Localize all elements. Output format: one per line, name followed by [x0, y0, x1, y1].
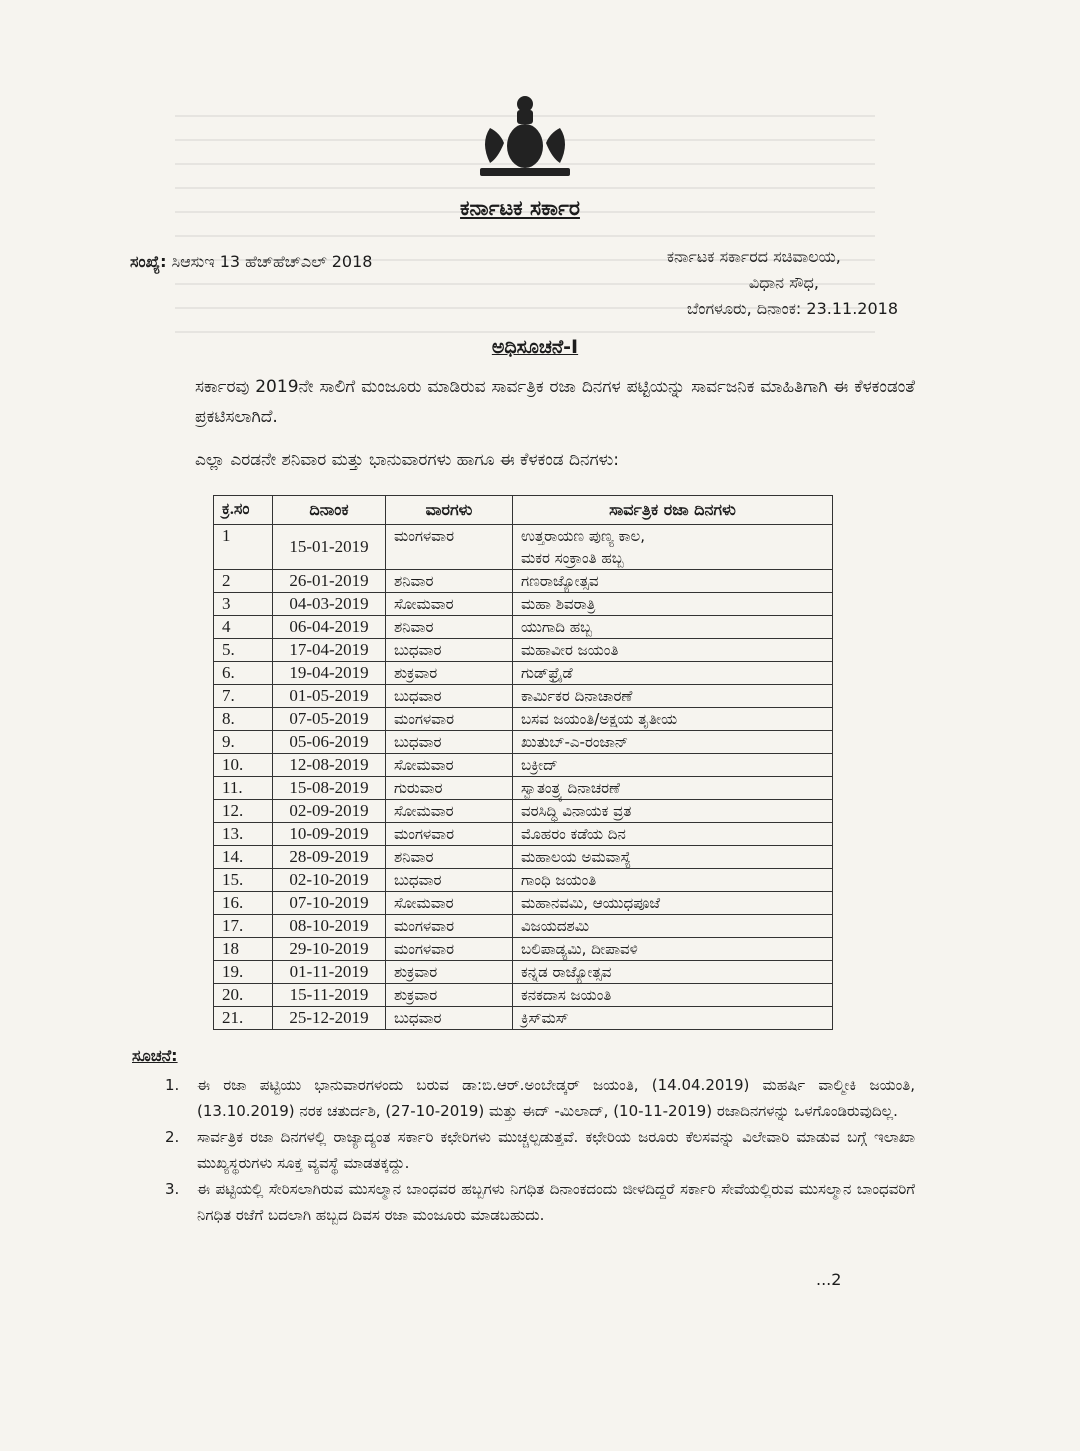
cell-day: ಮಂಗಳವಾರ	[386, 823, 513, 846]
notes-list	[165, 1072, 915, 1228]
table-row	[214, 777, 833, 800]
table-row	[214, 731, 833, 754]
cell-serial: 2	[214, 570, 273, 593]
cell-holiday: ಕನ್ನಡ ರಾಜ್ಯೋತ್ಸವ	[513, 961, 833, 984]
reference-value: ಸಿಆಸುಇ 13 ಹೆಚ್‌ಹೆಚ್‌ಎಲ್ 2018	[171, 252, 373, 271]
cell-day: ಶನಿವಾರ	[386, 616, 513, 639]
cell-holiday: ಗಾಂಧಿ ಜಯಂತಿ	[513, 869, 833, 892]
cell-serial: 6.	[214, 662, 273, 685]
table-row	[214, 823, 833, 846]
cell-serial: 7.	[214, 685, 273, 708]
cell-date: 07-10-2019	[273, 892, 386, 915]
table-row	[214, 662, 833, 685]
cell-date: 02-09-2019	[273, 800, 386, 823]
cell-serial: 9.	[214, 731, 273, 754]
cell-day: ಮಂಗಳವಾರ	[386, 915, 513, 938]
cell-day: ಸೋಮವಾರ	[386, 754, 513, 777]
cell-serial: 5.	[214, 639, 273, 662]
cell-holiday	[513, 525, 833, 570]
cell-serial: 14.	[214, 846, 273, 869]
cell-holiday: ಗುಡ್‌ಫ್ರೈಡೆ	[513, 662, 833, 685]
cell-date: 29-10-2019	[273, 938, 386, 961]
reference-label: ಸಂಖ್ಯೆ:	[130, 252, 167, 271]
cell-serial: 17.	[214, 915, 273, 938]
cell-day: ಶುಕ್ರವಾರ	[386, 984, 513, 1007]
cell-holiday: ಕಾರ್ಮಿಕರ ದಿನಾಚಾರಣೆ	[513, 685, 833, 708]
office-address	[667, 244, 898, 322]
table-row	[214, 708, 833, 731]
cell-date: 02-10-2019	[273, 869, 386, 892]
cell-day: ಬುಧವಾರ	[386, 869, 513, 892]
note-item	[165, 1176, 915, 1228]
cell-serial: 15.	[214, 869, 273, 892]
table-row	[214, 800, 833, 823]
notes-heading: ಸೂಚನೆ:	[132, 1046, 178, 1065]
cell-holiday: ಯುಗಾದಿ ಹಬ್ಬ	[513, 616, 833, 639]
cell-date: 07-05-2019	[273, 708, 386, 731]
table-row	[214, 984, 833, 1007]
cell-date: 15-01-2019	[273, 525, 386, 570]
cell-day: ಬುಧವಾರ	[386, 731, 513, 754]
cell-date: 05-06-2019	[273, 731, 386, 754]
table-row	[214, 754, 833, 777]
cell-serial: 12.	[214, 800, 273, 823]
cell-date: 04-03-2019	[273, 593, 386, 616]
cell-day: ಬುಧವಾರ	[386, 1007, 513, 1030]
table-row	[214, 892, 833, 915]
note-text: ಸಾರ್ವತ್ರಿಕ ರಜಾ ದಿನಗಳಲ್ಲಿ ರಾಜ್ಯಾದ್ಯಂತ ಸರ್ಕಾರಿ ಕಛೇರಿಗಳು ಮುಚ್ಚಲ್ಪಡುತ್ತವೆ. ಕಛೇರಿಯ ಜರೂರು ಕೆಲಸವನ್ನು ವಿಲೇವಾರಿ ಮಾಡುವ ಬಗ್ಗೆ ಇಲಾಖಾ ಮುಖ್ಯಸ್ಥರುಗಳು ಸೂಕ್ತ ವ್ಯವಸ್ಥೆ ಮಾಡತಕ್ಕದ್ದು.	[197, 1128, 915, 1172]
cell-date: 17-04-2019	[273, 639, 386, 662]
page-continuation-marker: ...2	[816, 1270, 842, 1289]
note-number: 2.	[165, 1128, 180, 1146]
cell-day: ಬುಧವಾರ	[386, 685, 513, 708]
cell-holiday: ಮೊಹರಂ ಕಡೆಯ ದಿನ	[513, 823, 833, 846]
table-row	[214, 1007, 833, 1030]
cell-holiday: ಸ್ವಾತಂತ್ರ್ಯ ದಿನಾಚರಣೆ	[513, 777, 833, 800]
cell-holiday: ಖುತುಬ್-ಎ-ರಂಜಾನ್	[513, 731, 833, 754]
notification-heading: ಅಧಿಸೂಚನೆ-I	[491, 336, 579, 358]
cell-serial: 13.	[214, 823, 273, 846]
cell-serial: 20.	[214, 984, 273, 1007]
cell-holiday: ಮಹಾ ಶಿವರಾತ್ರಿ	[513, 593, 833, 616]
cell-day: ಶುಕ್ರವಾರ	[386, 662, 513, 685]
cell-serial: 10.	[214, 754, 273, 777]
cell-date: 15-11-2019	[273, 984, 386, 1007]
column-header-date: ದಿನಾಂಕ	[273, 496, 386, 525]
cell-holiday: ವರಸಿದ್ಧಿ ವಿನಾಯಕ ವ್ರತ	[513, 800, 833, 823]
government-title: ಕರ್ನಾಟಕ ಸರ್ಕಾರ	[460, 196, 580, 220]
cell-serial: 16.	[214, 892, 273, 915]
cell-date: 01-11-2019	[273, 961, 386, 984]
address-line-2: ವಿಧಾನ ಸೌಧ,	[748, 273, 819, 292]
note-text: ಈ ಪಟ್ಟಿಯಲ್ಲಿ ಸೇರಿಸಲಾಗಿರುವ ಮುಸಲ್ಮಾನ ಬಾಂಧವರ ಹಬ್ಬಗಳು ನಿಗಧಿತ ದಿನಾಂಕದಂದು ಜೀಳದಿದ್ದರೆ ಸರ್ಕಾರಿ ಸೇವೆಯಲ್ಲಿರುವ ಮುಸಲ್ಮಾನ ಬಾಂಧವರಿಗೆ ನಿಗಧಿತ ರಜೆಗೆ ಬದಲಾಗಿ ಹಬ್ಬದ ದಿವಸ ರಜಾ ಮಂಜೂರು ಮಾಡಬಹುದು.	[197, 1180, 915, 1224]
cell-holiday: ಬಕ್ರೀದ್	[513, 754, 833, 777]
cell-serial: 4	[214, 616, 273, 639]
cell-holiday: ಬಸವ ಜಯಂತಿ/ಅಕ್ಷಯ ತೃತೀಯ	[513, 708, 833, 731]
notification-subtext: ಎಲ್ಲಾ ಎರಡನೇ ಶನಿವಾರ ಮತ್ತು ಭಾನುವಾರಗಳು ಹಾಗೂ ಈ ಕೆಳಕಂಡ ದಿನಗಳು:	[195, 450, 620, 470]
note-item	[165, 1072, 915, 1124]
reference-number	[130, 252, 372, 272]
note-item	[165, 1124, 915, 1176]
cell-day: ಶನಿವಾರ	[386, 570, 513, 593]
cell-day: ಶುಕ್ರವಾರ	[386, 961, 513, 984]
table-row	[214, 593, 833, 616]
cell-holiday: ಮಹಾನವಮಿ, ಆಯುಧಪೂಜೆ	[513, 892, 833, 915]
cell-day: ಮಂಗಳವಾರ	[386, 708, 513, 731]
cell-holiday: ಬಲಿಪಾಡ್ಯಮಿ, ದೀಪಾವಳಿ	[513, 938, 833, 961]
cell-day: ಬುಧವಾರ	[386, 639, 513, 662]
table-row	[214, 938, 833, 961]
table-row	[214, 846, 833, 869]
cell-holiday: ವಿಜಯದಶಮಿ	[513, 915, 833, 938]
cell-day: ಸೋಮವಾರ	[386, 892, 513, 915]
cell-date: 12-08-2019	[273, 754, 386, 777]
cell-holiday: ಕ್ರಿಸ್‌ಮಸ್	[513, 1007, 833, 1030]
cell-serial: 8.	[214, 708, 273, 731]
column-header-day: ವಾರಗಳು	[386, 496, 513, 525]
table-header-row	[214, 496, 833, 525]
note-number: 1.	[165, 1076, 180, 1094]
cell-date: 08-10-2019	[273, 915, 386, 938]
cell-date: 10-09-2019	[273, 823, 386, 846]
cell-day: ಸೋಮವಾರ	[386, 800, 513, 823]
table-row	[214, 525, 833, 570]
cell-date: 28-09-2019	[273, 846, 386, 869]
cell-serial: 18	[214, 938, 273, 961]
cell-date: 06-04-2019	[273, 616, 386, 639]
cell-day: ಸೋಮವಾರ	[386, 593, 513, 616]
cell-serial: 19.	[214, 961, 273, 984]
table-row	[214, 570, 833, 593]
column-header-holiday: ಸಾರ್ವತ್ರಿಕ ರಜಾ ದಿನಗಳು	[513, 496, 833, 525]
table-row	[214, 915, 833, 938]
cell-serial: 1	[214, 525, 273, 570]
table-row	[214, 685, 833, 708]
cell-day: ಮಂಗಳವಾರ	[386, 525, 513, 570]
cell-day: ಶನಿವಾರ	[386, 846, 513, 869]
table-row	[214, 616, 833, 639]
column-header-serial: ಕ್ರ.ಸಂ	[214, 496, 273, 525]
cell-serial: 21.	[214, 1007, 273, 1030]
cell-date: 26-01-2019	[273, 570, 386, 593]
cell-date: 25-12-2019	[273, 1007, 386, 1030]
cell-serial: 3	[214, 593, 273, 616]
cell-date: 19-04-2019	[273, 662, 386, 685]
cell-holiday: ಗಣರಾಜ್ಯೋತ್ಸವ	[513, 570, 833, 593]
cell-date: 01-05-2019	[273, 685, 386, 708]
notification-intro: ಸರ್ಕಾರವು 2019ನೇ ಸಾಲಿಗೆ ಮಂಜೂರು ಮಾಡಿರುವ ಸಾರ್ವತ್ರಿಕ ರಜಾ ದಿನಗಳ ಪಟ್ಟಿಯನ್ನು ಸಾರ್ವಜನಿಕ ಮಾಹಿತಿಗಾಗಿ ಈ ಕೆಳಕಂಡಂತೆ ಪ್ರಕಟಿಸಲಾಗಿದೆ.	[195, 377, 915, 427]
table-row	[214, 639, 833, 662]
note-number: 3.	[165, 1180, 180, 1198]
cell-serial: 11.	[214, 777, 273, 800]
holiday-table	[213, 495, 833, 1030]
address-line-3: ಬೆಂಗಳೂರು, ದಿನಾಂಕ: 23.11.2018	[686, 299, 898, 318]
cell-holiday: ಕನಕದಾಸ ಜಯಂತಿ	[513, 984, 833, 1007]
note-text: ಈ ರಜಾ ಪಟ್ಟಿಯು ಭಾನುವಾರಗಳಂದು ಬರುವ ಡಾ:ಬಿ.ಆರ್.ಅಂಬೇಡ್ಕರ್ ಜಯಂತಿ, (14.04.2019) ಮಹರ್ಷಿ ವಾಲ್ಮೀಕಿ ಜಯಂತಿ, (13.10.2019) ನರಕ ಚತುರ್ದಶಿ, (27-10-2019) ಮತ್ತು ಈದ್ -ಮಿಲಾದ್, (10-11-2019) ರಜಾದಿನಗಳನ್ನು ಒಳಗೊಂಡಿರುವುದಿಲ್ಲ.	[197, 1076, 915, 1120]
cell-date: 15-08-2019	[273, 777, 386, 800]
cell-day: ಗುರುವಾರ	[386, 777, 513, 800]
state-emblem-icon	[470, 88, 580, 180]
cell-holiday: ಮಹಾವೀರ ಜಯಂತಿ	[513, 639, 833, 662]
table-row	[214, 869, 833, 892]
address-line-1: ಕರ್ನಾಟಕ ಸರ್ಕಾರದ ಸಚಿವಾಲಯ,	[666, 247, 841, 266]
holiday-line-2: ಮಕರ ಸಂಕ್ರಾಂತಿ ಹಬ್ಬ	[521, 549, 624, 567]
cell-holiday: ಮಹಾಲಯ ಅಮವಾಸ್ಯೆ	[513, 846, 833, 869]
cell-day: ಮಂಗಳವಾರ	[386, 938, 513, 961]
holiday-line-1: ಉತ್ತರಾಯಣ ಪುಣ್ಯ ಕಾಲ,	[521, 527, 646, 545]
table-row	[214, 961, 833, 984]
